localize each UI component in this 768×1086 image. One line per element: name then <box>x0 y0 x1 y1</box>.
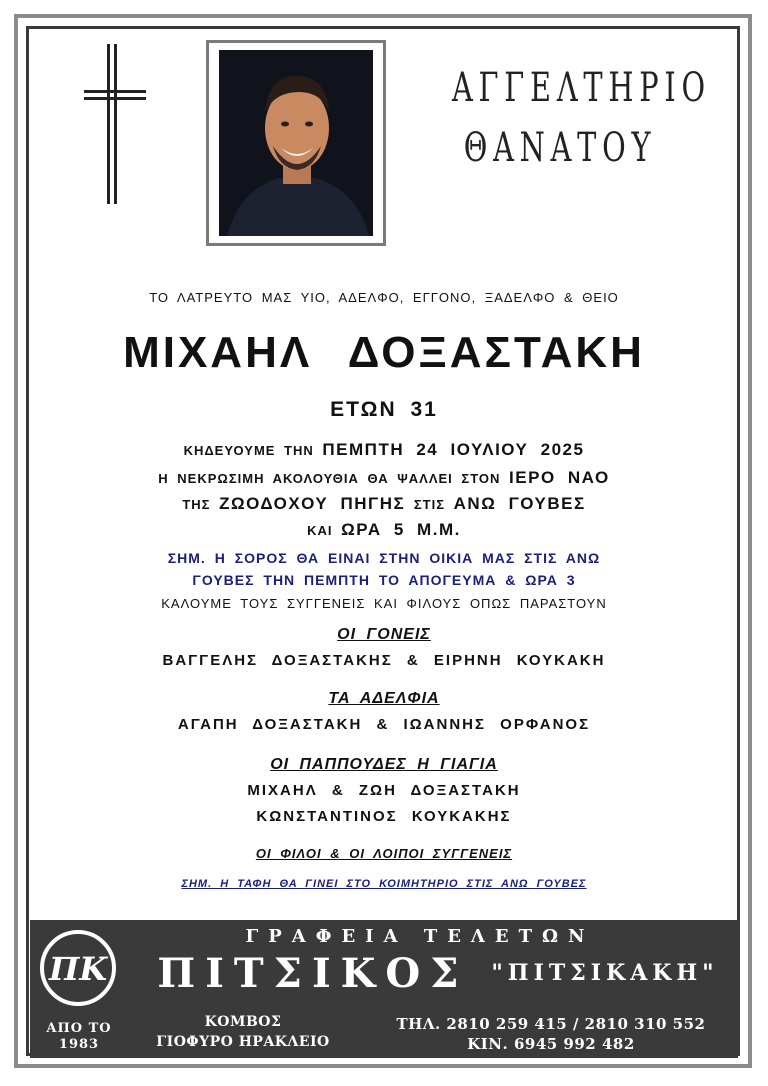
funeral-lead: ΚΗΔΕΥΟΥΜΕ ΤΗΝ <box>183 443 314 458</box>
logo-text: ΠΚ <box>48 950 108 988</box>
age-text: ΕΤΩΝ 31 <box>330 398 438 421</box>
church: ΙΕΡΟ ΝΑΟ <box>509 468 610 487</box>
invite-text: ΚΑΛΟΥΜΕ ΤΟΥΣ ΣΥΓΓΕΝΕΙΣ ΚΑΙ ΦΙΛΟΥΣ ΟΠΩΣ ΠΑΡΑΣΤΟΥΝ <box>161 596 607 611</box>
time: ΩΡΑ 5 Μ.Μ. <box>341 520 461 539</box>
funeral-date: ΠΕΜΠΤΗ 24 ΙΟΥΛΙΟΥ 2025 <box>322 440 585 459</box>
portrait-photo <box>219 50 373 236</box>
grandparents-names-1: ΜΙΧΑΗΛ & ΖΩΗ ΔΟΞΑΣΤΑΚΗ <box>247 782 521 799</box>
grandparents-names-2: ΚΩΝΣΤΑΝΤΙΝΟΣ ΚΟΥΚΑΚΗΣ <box>256 808 512 825</box>
and-word: ΚΑΙ <box>307 523 333 538</box>
portrait-frame <box>206 40 386 246</box>
phone-numbers: ΤΗΛ. 2810 259 415 / 2810 310 552 <box>396 1015 706 1033</box>
church-name: ΖΩΟΔΟΧΟΥ ΠΗΓΗΣ <box>219 494 406 513</box>
title-line-1: ΑΓΓΕΛΤΗΡΙΟ <box>452 65 711 111</box>
siblings-names: ΑΓΑΠΗ ΔΟΞΑΣΤΑΚΗ & ΙΩΑΝΝΗΣ ΟΡΦΑΝΟΣ <box>177 716 591 733</box>
place: ΑΝΩ ΓΟΥΒΕΣ <box>453 494 586 513</box>
friends-text: ΟΙ ΦΙΛΟΙ & ΟΙ ΛΟΙΠΟΙ ΣΥΓΓΕΝΕΙΣ <box>255 846 513 861</box>
time-line <box>30 520 738 540</box>
parents-heading: ΟΙ ΓΟΝΕΙΣ <box>337 626 431 643</box>
services-heading: ΓΡΑΦΕΙΑ ΤΕΛΕΤΩΝ <box>245 926 595 947</box>
at-word: ΣΤΙΣ <box>413 497 446 512</box>
grandparents-heading: ΟΙ ΠΑΠΠΟΥΔΕΣ Η ΓΙΑΓΙΑ <box>270 756 498 773</box>
deceased-name: ΜΙΧΑΗΛ ΔΟΞΑΣΤΑΚΗ <box>123 328 645 377</box>
service-line <box>30 468 738 488</box>
est-line-1: ΑΠΟ ΤΟ <box>46 1021 112 1036</box>
company-phones <box>370 1014 732 1054</box>
funeral-date-line <box>30 440 738 460</box>
cross-icon <box>84 44 146 204</box>
company-logo <box>38 928 118 1008</box>
church-of: ΤΗΣ <box>182 497 211 512</box>
established <box>34 1021 124 1053</box>
siblings-heading: ΤΑ ΑΔΕΛΦΙΑ <box>328 690 440 707</box>
company-alt-name: "ΠΙΤΣΙΚΑΚΗ" <box>491 960 719 986</box>
wake-note-line-2: ΓΟΥΒΕΣ ΤΗΝ ΠΕΜΠΤΗ ΤΟ ΑΠΟΓΕΥΜΑ & ΩΡΑ 3 <box>192 572 576 588</box>
company-name: ΠΙΤΣΙΚΟΣ <box>157 950 469 997</box>
mobile-number: ΚΙΝ. 6945 992 482 <box>467 1035 635 1053</box>
company-address <box>148 1012 338 1052</box>
page-title <box>452 58 711 178</box>
est-line-2: 1983 <box>58 1037 100 1052</box>
address-line-1: ΚΟΜΒΟΣ <box>204 1014 282 1030</box>
service-lead: Η ΝΕΚΡΩΣΙΜΗ ΑΚΟΛΟΥΘΙΑ ΘΑ ΨΑΛΛΕΙ ΣΤΟΝ <box>158 471 501 486</box>
address-line-2: ΓΙΟΦΥΡΟ ΗΡΑΚΛΕΙΟ <box>156 1034 330 1050</box>
wake-note-line-1: ΣΗΜ. Η ΣΟΡΟΣ ΘΑ ΕΙΝΑΙ ΣΤΗΝ ΟΙΚΙΑ ΜΑΣ ΣΤΙΣ ΑΝΩ <box>167 550 601 566</box>
intro-text: ΤΟ ΛΑΤΡΕΥΤΟ ΜΑΣ ΥΙΟ, ΑΔΕΛΦΟ, ΕΓΓΟΝΟ, ΞΑΔΕΛΦΟ & ΘΕΙΟ <box>149 290 619 305</box>
funeral-home-footer <box>30 920 738 1058</box>
parents-names: ΒΑΓΓΕΛΗΣ ΔΟΞΑΣΤΑΚΗΣ & ΕΙΡΗΝΗ ΚΟΥΚΑΚΗ <box>162 652 606 669</box>
burial-note: ΣΗΜ. Η ΤΑΦΗ ΘΑ ΓΙΝΕΙ ΣΤΟ ΚΟΙΜΗΤΗΡΙΟ ΣΤΙΣ ΑΝΩ ΓΟΥΒΕΣ <box>181 878 587 890</box>
title-line-2: ΘΑΝΑΤΟΥ <box>463 125 657 171</box>
church-line <box>30 494 738 514</box>
